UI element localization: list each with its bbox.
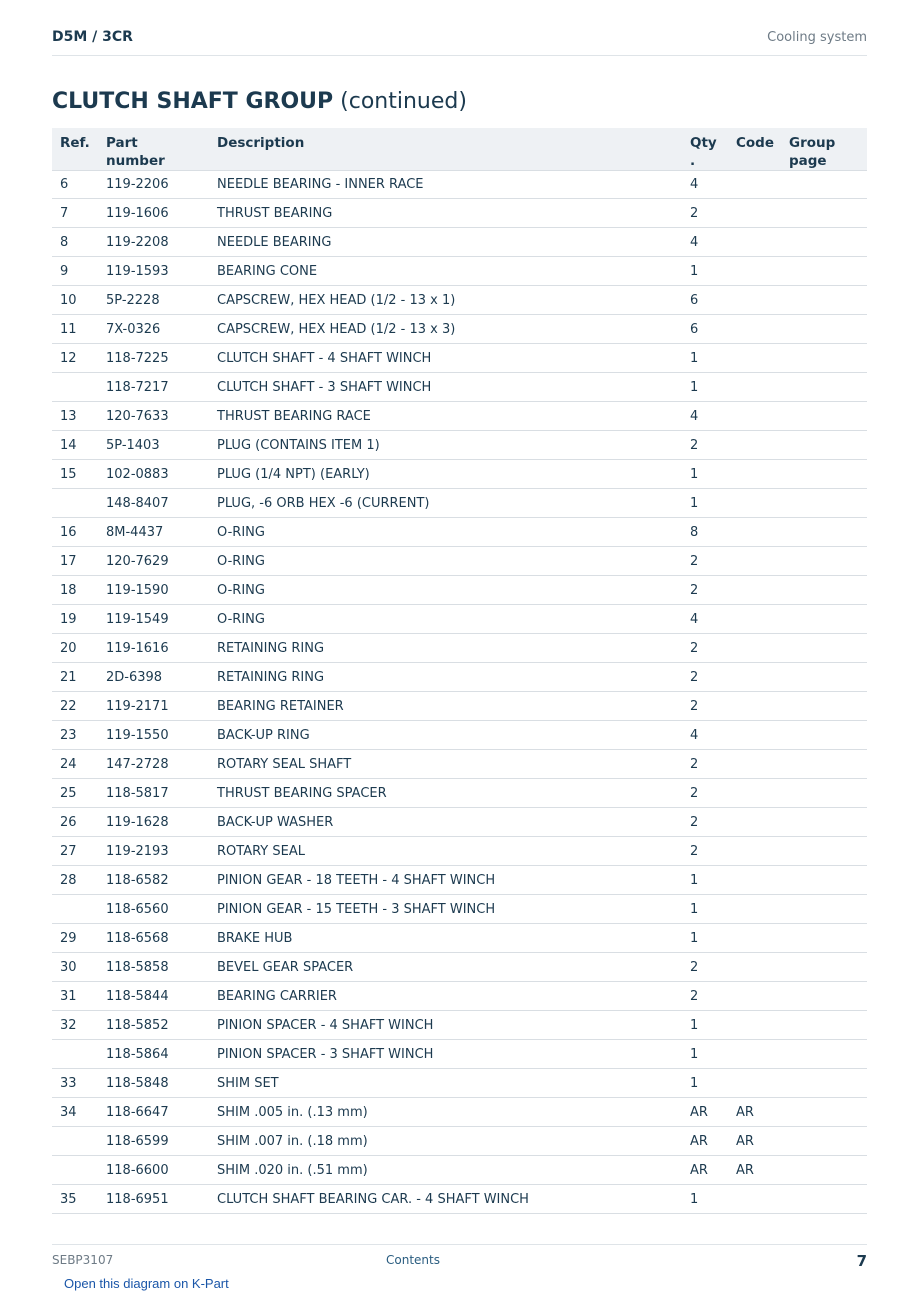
page-number: 7 (856, 1252, 867, 1270)
description-cell: RETAINING RING (209, 663, 682, 692)
qty-cell: 2 (682, 199, 728, 228)
code-cell (728, 605, 781, 634)
description-cell: CLUTCH SHAFT - 3 SHAFT WINCH (209, 373, 682, 402)
group-page-cell (781, 1011, 867, 1040)
page-header (52, 29, 867, 56)
ref-cell: 29 (52, 924, 98, 953)
qty-cell: 1 (682, 1069, 728, 1098)
qty-cell: 2 (682, 808, 728, 837)
qty-cell: 6 (682, 286, 728, 315)
part-number-cell: 8M-4437 (98, 518, 209, 547)
col-header-part-number: Part number (98, 128, 209, 171)
ref-cell: 7 (52, 199, 98, 228)
code-cell (728, 257, 781, 286)
col-header-code: Code (728, 128, 781, 171)
group-page-cell (781, 315, 867, 344)
description-cell: PINION GEAR - 18 TEETH - 4 SHAFT WINCH (209, 866, 682, 895)
part-number-cell: 119-2171 (98, 692, 209, 721)
table-row (52, 692, 867, 721)
description-cell: O-RING (209, 547, 682, 576)
description-cell: RETAINING RING (209, 634, 682, 663)
group-page-cell (781, 373, 867, 402)
col-header-qty: Qty . (682, 128, 728, 171)
parts-table (52, 128, 867, 1214)
part-number-cell: 118-6951 (98, 1185, 209, 1214)
table-row (52, 257, 867, 286)
table-row (52, 750, 867, 779)
description-cell: NEEDLE BEARING - INNER RACE (209, 171, 682, 199)
table-row (52, 431, 867, 460)
qty-cell: 2 (682, 634, 728, 663)
table-row (52, 199, 867, 228)
table-row (52, 1040, 867, 1069)
ref-cell: 32 (52, 1011, 98, 1040)
table-row (52, 1127, 867, 1156)
table-row (52, 547, 867, 576)
part-number-cell: 119-1549 (98, 605, 209, 634)
description-cell: BEARING CONE (209, 257, 682, 286)
table-row (52, 1069, 867, 1098)
ref-cell: 28 (52, 866, 98, 895)
description-cell: PLUG (CONTAINS ITEM 1) (209, 431, 682, 460)
part-number-cell: 148-8407 (98, 489, 209, 518)
description-cell: O-RING (209, 605, 682, 634)
parts-table-body (52, 171, 867, 1214)
code-cell (728, 634, 781, 663)
ref-cell: 24 (52, 750, 98, 779)
group-page-cell (781, 576, 867, 605)
description-cell: THRUST BEARING RACE (209, 402, 682, 431)
part-number-cell: 118-7217 (98, 373, 209, 402)
code-cell (728, 402, 781, 431)
code-cell (728, 866, 781, 895)
part-number-cell: 119-1628 (98, 808, 209, 837)
code-cell (728, 171, 781, 199)
ref-cell: 27 (52, 837, 98, 866)
group-page-cell (781, 895, 867, 924)
group-page-cell (781, 286, 867, 315)
table-row (52, 634, 867, 663)
part-number-cell: 118-6599 (98, 1127, 209, 1156)
qty-cell: 4 (682, 402, 728, 431)
qty-cell: 2 (682, 779, 728, 808)
group-page-cell (781, 402, 867, 431)
kpart-link[interactable]: Open this diagram on K-Part (64, 1276, 229, 1291)
table-row (52, 721, 867, 750)
group-page-cell (781, 634, 867, 663)
group-page-cell (781, 982, 867, 1011)
code-cell (728, 808, 781, 837)
ref-cell: 6 (52, 171, 98, 199)
group-page-cell (781, 1040, 867, 1069)
ref-cell (52, 1127, 98, 1156)
description-cell: BEVEL GEAR SPACER (209, 953, 682, 982)
ref-cell: 17 (52, 547, 98, 576)
code-cell: AR (728, 1127, 781, 1156)
ref-cell: 11 (52, 315, 98, 344)
qty-cell: 8 (682, 518, 728, 547)
group-page-cell (781, 460, 867, 489)
qty-cell: 2 (682, 837, 728, 866)
qty-cell: AR (682, 1127, 728, 1156)
qty-cell: 1 (682, 1040, 728, 1069)
code-cell (728, 837, 781, 866)
table-row (52, 315, 867, 344)
part-number-cell: 5P-1403 (98, 431, 209, 460)
table-row (52, 518, 867, 547)
part-number-cell: 2D-6398 (98, 663, 209, 692)
table-row (52, 866, 867, 895)
table-row (52, 837, 867, 866)
model-label: D5M / 3CR (52, 29, 133, 45)
ref-cell: 8 (52, 228, 98, 257)
group-page-cell (781, 866, 867, 895)
part-number-cell: 118-6600 (98, 1156, 209, 1185)
qty-cell: 2 (682, 750, 728, 779)
table-row (52, 373, 867, 402)
code-cell (728, 692, 781, 721)
qty-cell: 1 (682, 257, 728, 286)
table-row (52, 576, 867, 605)
part-number-cell: 118-5817 (98, 779, 209, 808)
description-cell: SHIM .007 in. (.18 mm) (209, 1127, 682, 1156)
group-page-cell (781, 547, 867, 576)
ref-cell (52, 1156, 98, 1185)
code-cell (728, 518, 781, 547)
group-page-cell (781, 1185, 867, 1214)
description-cell: THRUST BEARING SPACER (209, 779, 682, 808)
title-suffix: (continued) (333, 89, 467, 114)
part-number-cell: 118-6560 (98, 895, 209, 924)
part-number-cell: 7X-0326 (98, 315, 209, 344)
table-row (52, 895, 867, 924)
description-cell: THRUST BEARING (209, 199, 682, 228)
ref-cell: 21 (52, 663, 98, 692)
col-header-ref: Ref. (52, 128, 98, 171)
table-row (52, 1156, 867, 1185)
qty-cell: 1 (682, 1011, 728, 1040)
description-cell: O-RING (209, 576, 682, 605)
code-cell (728, 315, 781, 344)
table-row (52, 228, 867, 257)
description-cell: CLUTCH SHAFT BEARING CAR. - 4 SHAFT WINCH (209, 1185, 682, 1214)
qty-cell: 1 (682, 344, 728, 373)
section-label: Cooling system (767, 30, 867, 45)
ref-cell: 35 (52, 1185, 98, 1214)
group-page-cell (781, 924, 867, 953)
part-number-cell: 118-6582 (98, 866, 209, 895)
table-row (52, 1011, 867, 1040)
group-page-cell (781, 721, 867, 750)
description-cell: O-RING (209, 518, 682, 547)
group-page-cell (781, 171, 867, 199)
code-cell (728, 460, 781, 489)
table-row (52, 779, 867, 808)
group-page-cell (781, 1156, 867, 1185)
code-cell (728, 1069, 781, 1098)
ref-cell: 16 (52, 518, 98, 547)
group-page-cell (781, 199, 867, 228)
qty-cell: 2 (682, 982, 728, 1011)
group-page-cell (781, 663, 867, 692)
group-page-cell (781, 228, 867, 257)
part-number-cell: 119-2206 (98, 171, 209, 199)
code-cell: AR (728, 1156, 781, 1185)
description-cell: CAPSCREW, HEX HEAD (1/2 - 13 x 3) (209, 315, 682, 344)
ref-cell (52, 373, 98, 402)
qty-cell: 2 (682, 953, 728, 982)
ref-cell (52, 895, 98, 924)
ref-cell: 30 (52, 953, 98, 982)
table-row (52, 605, 867, 634)
ref-cell: 31 (52, 982, 98, 1011)
code-cell (728, 982, 781, 1011)
description-cell: ROTARY SEAL (209, 837, 682, 866)
code-cell (728, 286, 781, 315)
description-cell: NEEDLE BEARING (209, 228, 682, 257)
table-row (52, 402, 867, 431)
ref-cell: 15 (52, 460, 98, 489)
table-row (52, 953, 867, 982)
qty-cell: 1 (682, 866, 728, 895)
description-cell: BACK-UP RING (209, 721, 682, 750)
table-row (52, 808, 867, 837)
part-number-cell: 119-1606 (98, 199, 209, 228)
part-number-cell: 5P-2228 (98, 286, 209, 315)
description-cell: SHIM SET (209, 1069, 682, 1098)
code-cell (728, 373, 781, 402)
part-number-cell: 119-1593 (98, 257, 209, 286)
code-cell (728, 924, 781, 953)
code-cell (728, 721, 781, 750)
page-title (52, 89, 467, 114)
ref-cell: 10 (52, 286, 98, 315)
code-cell (728, 489, 781, 518)
part-number-cell: 118-7225 (98, 344, 209, 373)
ref-cell: 12 (52, 344, 98, 373)
code-cell (728, 663, 781, 692)
qty-cell: 4 (682, 721, 728, 750)
col-header-group-page: Group page (781, 128, 867, 171)
group-page-cell (781, 750, 867, 779)
code-cell (728, 895, 781, 924)
code-cell (728, 1040, 781, 1069)
description-cell: PLUG (1/4 NPT) (EARLY) (209, 460, 682, 489)
code-cell (728, 228, 781, 257)
group-page-cell (781, 605, 867, 634)
ref-cell: 23 (52, 721, 98, 750)
description-cell: BEARING RETAINER (209, 692, 682, 721)
description-cell: PINION GEAR - 15 TEETH - 3 SHAFT WINCH (209, 895, 682, 924)
code-cell (728, 431, 781, 460)
group-page-cell (781, 808, 867, 837)
table-row (52, 344, 867, 373)
part-number-cell: 119-1590 (98, 576, 209, 605)
description-cell: PINION SPACER - 3 SHAFT WINCH (209, 1040, 682, 1069)
table-row (52, 924, 867, 953)
part-number-cell: 118-5858 (98, 953, 209, 982)
description-cell: BACK-UP WASHER (209, 808, 682, 837)
qty-cell: 1 (682, 460, 728, 489)
part-number-cell: 147-2728 (98, 750, 209, 779)
contents-link[interactable]: Contents (386, 1253, 440, 1267)
group-page-cell (781, 1069, 867, 1098)
description-cell: SHIM .005 in. (.13 mm) (209, 1098, 682, 1127)
qty-cell: 1 (682, 489, 728, 518)
ref-cell: 22 (52, 692, 98, 721)
group-page-cell (781, 518, 867, 547)
table-row (52, 982, 867, 1011)
table-header-row (52, 128, 867, 171)
col-header-description: Description (209, 128, 682, 171)
qty-cell: 4 (682, 605, 728, 634)
part-number-cell: 119-2208 (98, 228, 209, 257)
description-cell: SHIM .020 in. (.51 mm) (209, 1156, 682, 1185)
ref-cell: 14 (52, 431, 98, 460)
part-number-cell: 118-5852 (98, 1011, 209, 1040)
table-row (52, 489, 867, 518)
part-number-cell: 118-5844 (98, 982, 209, 1011)
qty-cell: 4 (682, 228, 728, 257)
ref-cell: 25 (52, 779, 98, 808)
qty-cell: 2 (682, 547, 728, 576)
ref-cell: 34 (52, 1098, 98, 1127)
part-number-cell: 120-7629 (98, 547, 209, 576)
ref-cell: 26 (52, 808, 98, 837)
part-number-cell: 102-0883 (98, 460, 209, 489)
qty-cell: 2 (682, 576, 728, 605)
code-cell (728, 576, 781, 605)
code-cell (728, 779, 781, 808)
description-cell: CAPSCREW, HEX HEAD (1/2 - 13 x 1) (209, 286, 682, 315)
table-row (52, 1098, 867, 1127)
part-number-cell: 118-6568 (98, 924, 209, 953)
ref-cell: 19 (52, 605, 98, 634)
qty-cell: 1 (682, 1185, 728, 1214)
code-cell: AR (728, 1098, 781, 1127)
description-cell: CLUTCH SHAFT - 4 SHAFT WINCH (209, 344, 682, 373)
description-cell: ROTARY SEAL SHAFT (209, 750, 682, 779)
table-row (52, 1185, 867, 1214)
ref-cell (52, 1040, 98, 1069)
qty-cell: 1 (682, 895, 728, 924)
group-page-cell (781, 953, 867, 982)
description-cell: BEARING CARRIER (209, 982, 682, 1011)
table-row (52, 663, 867, 692)
table-row (52, 171, 867, 199)
table-row (52, 286, 867, 315)
qty-cell: 1 (682, 373, 728, 402)
qty-cell: 6 (682, 315, 728, 344)
group-page-cell (781, 489, 867, 518)
ref-cell: 33 (52, 1069, 98, 1098)
code-cell (728, 1185, 781, 1214)
code-cell (728, 750, 781, 779)
part-number-cell: 118-5864 (98, 1040, 209, 1069)
part-number-cell: 118-6647 (98, 1098, 209, 1127)
ref-cell: 13 (52, 402, 98, 431)
code-cell (728, 1011, 781, 1040)
ref-cell: 9 (52, 257, 98, 286)
description-cell: PLUG, -6 ORB HEX -6 (CURRENT) (209, 489, 682, 518)
footer-divider (52, 1244, 867, 1245)
qty-cell: AR (682, 1156, 728, 1185)
table-row (52, 460, 867, 489)
description-cell: BRAKE HUB (209, 924, 682, 953)
group-page-cell (781, 837, 867, 866)
group-page-cell (781, 344, 867, 373)
group-page-cell (781, 1127, 867, 1156)
group-page-cell (781, 779, 867, 808)
qty-cell: 1 (682, 924, 728, 953)
part-number-cell: 119-1616 (98, 634, 209, 663)
description-cell: PINION SPACER - 4 SHAFT WINCH (209, 1011, 682, 1040)
part-number-cell: 119-2193 (98, 837, 209, 866)
group-page-cell (781, 431, 867, 460)
ref-cell (52, 489, 98, 518)
code-cell (728, 953, 781, 982)
part-number-cell: 120-7633 (98, 402, 209, 431)
part-number-cell: 118-5848 (98, 1069, 209, 1098)
group-page-cell (781, 1098, 867, 1127)
group-page-cell (781, 692, 867, 721)
title-main: CLUTCH SHAFT GROUP (52, 89, 334, 114)
qty-cell: AR (682, 1098, 728, 1127)
code-cell (728, 199, 781, 228)
qty-cell: 2 (682, 663, 728, 692)
qty-cell: 2 (682, 431, 728, 460)
ref-cell: 18 (52, 576, 98, 605)
code-cell (728, 547, 781, 576)
document-id: SEBP3107 (52, 1253, 114, 1267)
group-page-cell (781, 257, 867, 286)
ref-cell: 20 (52, 634, 98, 663)
code-cell (728, 344, 781, 373)
qty-cell: 2 (682, 692, 728, 721)
qty-cell: 4 (682, 171, 728, 199)
part-number-cell: 119-1550 (98, 721, 209, 750)
